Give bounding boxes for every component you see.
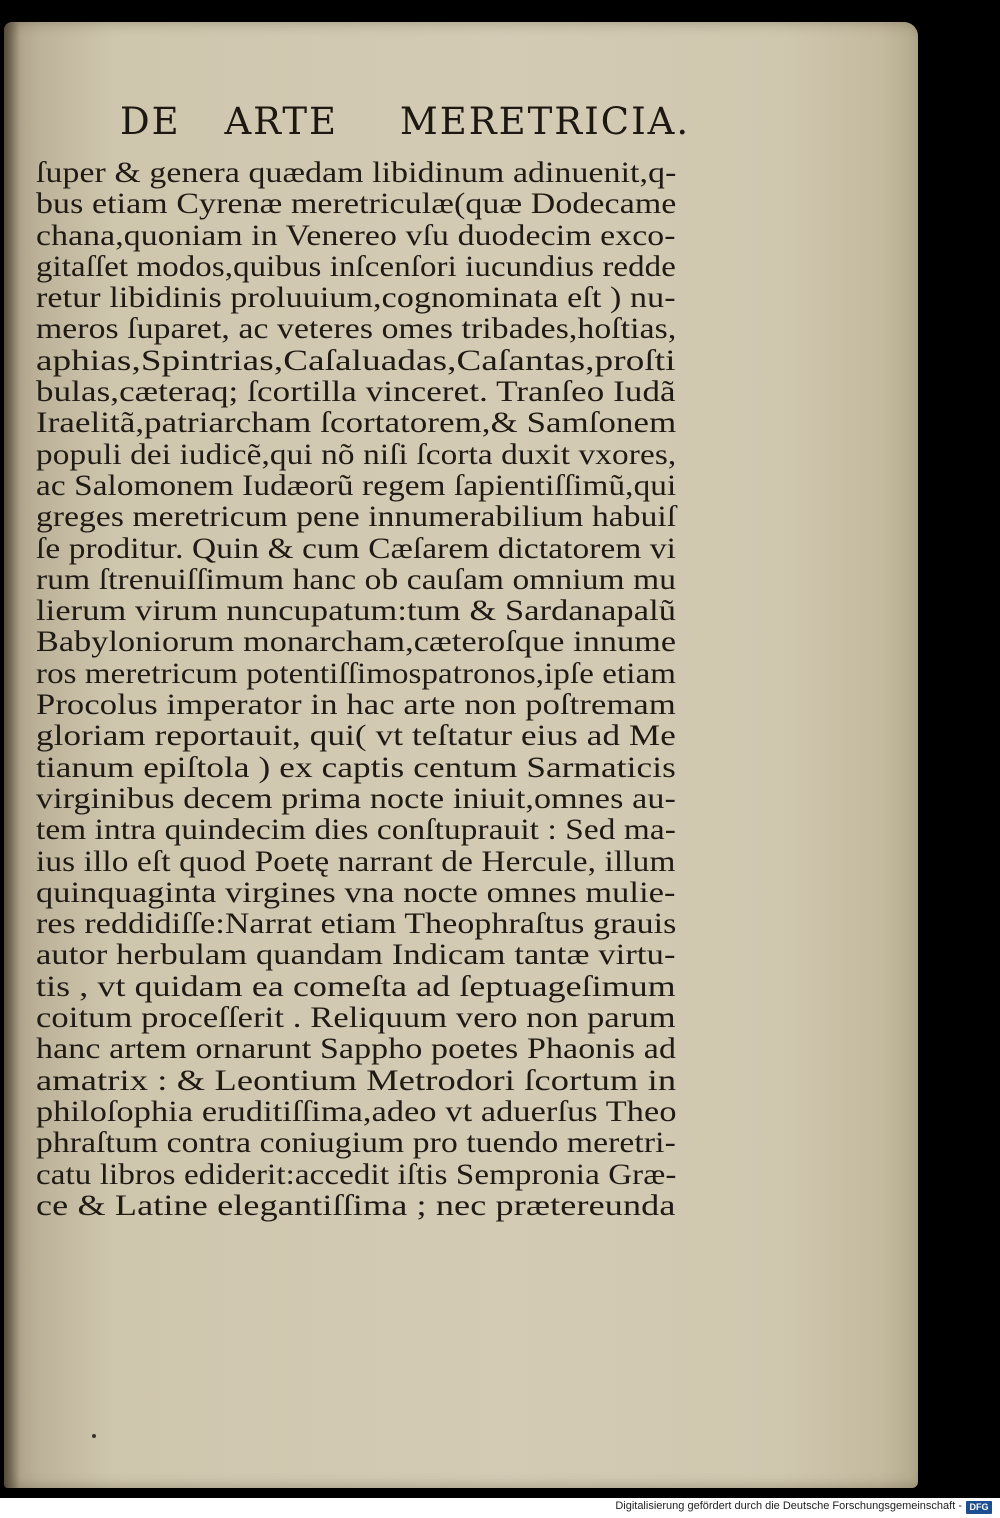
- text-line: Procolus imperator in hac arte non poſtremam: [36, 688, 676, 722]
- text-line: Babyloniorum monarcham,cæteroſque innume: [36, 625, 677, 659]
- text-line: ius illo eſt quod Poetę narrant de Hercule, illum: [36, 844, 676, 878]
- body-text: [36, 157, 686, 1221]
- text-line: tis , vt quidam ea comeſta ad ſeptuageſimum: [36, 969, 676, 1003]
- dfg-logo: DFG: [966, 1501, 992, 1514]
- text-line: meros ſuparet, ac veteres omes tribades,hoſtias,: [36, 312, 677, 346]
- page-gutter-shadow: [4, 22, 20, 1488]
- text-line: ſuper & genera quædam libidinum adinuenit,q-: [36, 156, 677, 189]
- text-line: retur libidinis proluuium,cognominata eſt ) nu-: [36, 281, 676, 315]
- text-line: catu libros ediderit:accedit iſtis Sempronia Græ-: [36, 1157, 677, 1191]
- text-line: ce & Latine elegantiſſima ; nec prætereunda: [36, 1188, 676, 1222]
- running-head-word: ARTE: [224, 100, 339, 143]
- text-line: Iraelitã,patriarcham ſcortatorem,& Samſonem: [36, 406, 677, 440]
- ink-speck: [92, 1434, 96, 1438]
- running-head: [120, 100, 691, 143]
- text-line: greges meretricum pene innumerabilium habuiſ: [36, 500, 677, 534]
- text-line: philoſophia eruditiſſima,adeo vt aduerſus Theo: [36, 1094, 677, 1128]
- text-line: ſe proditur. Quin & cum Cæſarem dictatorem vi: [36, 531, 677, 565]
- digitization-footer: [0, 1498, 1000, 1518]
- running-head-word: DE: [120, 100, 181, 143]
- text-line: amatrix : & Leontium Metrodori ſcortum in: [36, 1063, 677, 1097]
- text-line: chana,quoniam in Venereo vſu duodecim exco-: [36, 218, 676, 252]
- running-head-word: MERETRICIA.: [399, 100, 691, 143]
- text-line: autor herbulam quandam Indicam tantæ virtu-: [36, 938, 676, 972]
- text-line: phraſtum contra coniugium pro tuendo meretri-: [36, 1126, 676, 1160]
- text-line: coitum proceſſerit . Reliquum vero non parum: [36, 1001, 676, 1035]
- text-line: hanc artem ornarunt Sappho poetes Phaonis ad: [36, 1032, 677, 1066]
- text-line: bulas,cæteraq; ſcortilla vinceret. Tranſeo Iudã: [36, 375, 676, 409]
- text-line: gloriam reportauit, qui( vt teſtatur eius ad Me: [36, 719, 676, 753]
- text-line: quinquaginta virgines vna nocte omnes mulie-: [36, 875, 676, 909]
- text-line: ac Salomonem Iudæorũ regem ſapientiſſimũ,qui: [36, 468, 677, 502]
- text-line: bus etiam Cyrenæ meretriculæ(quæ Dodecame: [36, 187, 677, 221]
- text-line: aphias,Spintrias,Caſaluadas,Caſantas,proſti: [36, 343, 676, 377]
- text-line: lierum virum nuncupatum:tum & Sardanapalũ: [36, 594, 677, 628]
- text-line: gitaſſet modos,quibus inſcenſori iucundius redde: [36, 249, 676, 283]
- text-line: virginibus decem prima nocte iniuit,omnes au-: [36, 781, 676, 815]
- text-line: tem intra quindecim dies conſtuprauit : Sed ma-: [36, 813, 676, 847]
- footer-credit: Digitalisierung gefördert durch die Deutsche Forschungsgemeinschaft -: [615, 1500, 962, 1512]
- text-line: tianum epiſtola ) ex captis centum Sarmaticis: [36, 750, 676, 784]
- text-line: rum ſtrenuiſſimum hanc ob cauſam omnium mu: [36, 562, 677, 596]
- text-line: res reddidiſſe:Narrat etiam Theophraſtus grauis: [36, 907, 677, 941]
- text-line: ros meretricum potentiſſimospatronos,ipſe etiam: [36, 656, 677, 690]
- text-line: populi dei iudicẽ,qui nõ niſi ſcorta duxit vxores,: [36, 437, 677, 471]
